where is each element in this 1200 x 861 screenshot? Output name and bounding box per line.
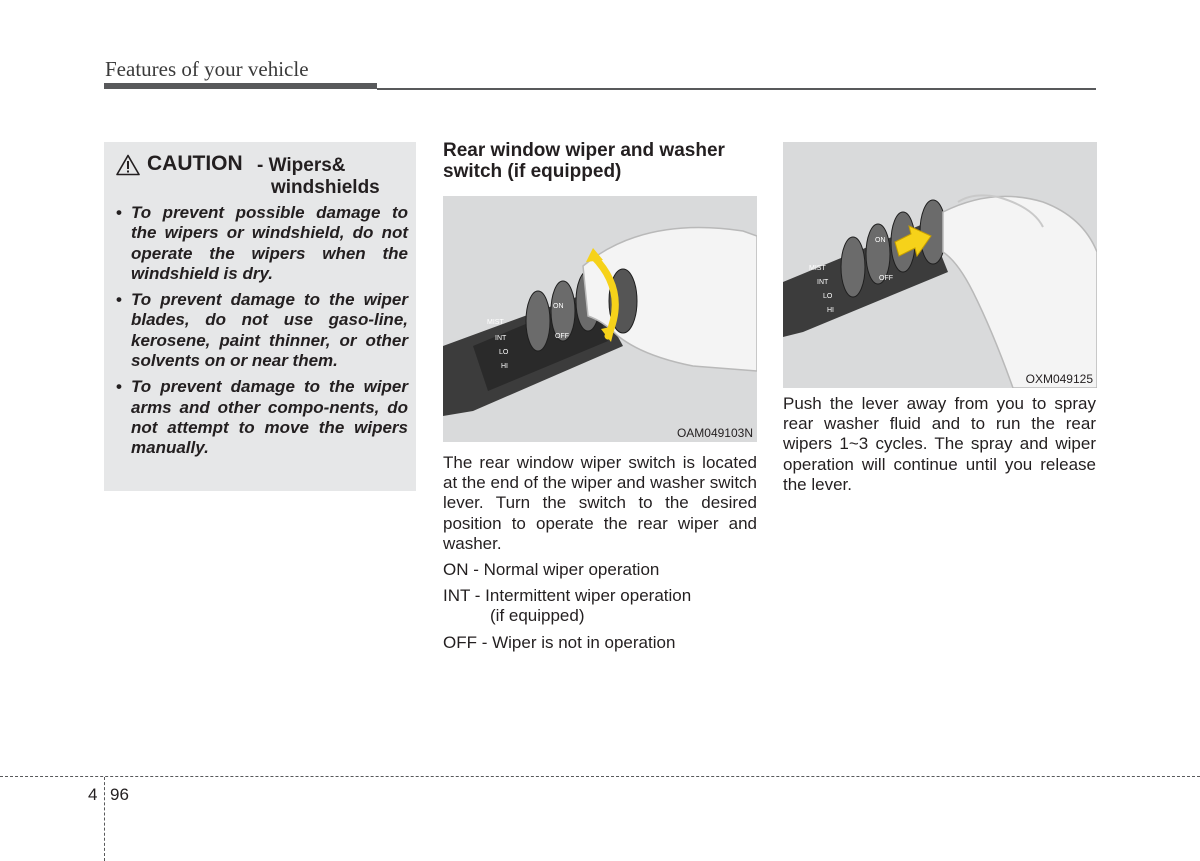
section-title: Rear window wiper and washer switch (if equipped) bbox=[443, 140, 725, 182]
caution-box bbox=[104, 142, 416, 491]
lever-label-lo: LO bbox=[499, 349, 509, 356]
warning-triangle-icon bbox=[116, 154, 140, 176]
header-rule-thick bbox=[104, 83, 377, 89]
figure2-caption: OXM049125 bbox=[1025, 372, 1093, 386]
mode-off-line: OFF - Wiper is not in operation bbox=[443, 633, 676, 652]
lever-label-hi-2: HI bbox=[827, 307, 834, 314]
caution-heading bbox=[116, 152, 406, 198]
figure-wiper-switch-rotate bbox=[443, 196, 757, 442]
caution-label: CAUTION bbox=[147, 152, 243, 175]
page-header-title: Features of your vehicle bbox=[105, 57, 309, 81]
page-number: 96 bbox=[110, 785, 129, 804]
figure1-caption: OAM049103N bbox=[676, 426, 753, 440]
footer-vertical-rule bbox=[104, 777, 105, 861]
lever-label-off-2: OFF bbox=[879, 275, 893, 282]
lever-label-off: OFF bbox=[555, 333, 569, 340]
footer-rule bbox=[0, 776, 1200, 777]
lever-label-hi: HI bbox=[501, 363, 508, 370]
lever-label-lo-2: LO bbox=[823, 293, 833, 300]
caution-list bbox=[116, 203, 408, 465]
lever-label-on: ON bbox=[553, 303, 564, 310]
right-column-paragraph: Push the lever away from you to spray rear washer fluid and to run the rear wipers 1~3 cycles. The spray and wiper operation will continue until you release the lever. bbox=[783, 394, 1096, 494]
figure-wiper-switch-push bbox=[783, 142, 1097, 388]
push-lever-illustration bbox=[783, 142, 1097, 388]
lever-label-int: INT bbox=[495, 335, 507, 342]
caution-item: • To prevent damage to the wiper arms and other compo-nents, do not attempt to move the wipers manually. bbox=[116, 377, 408, 458]
page-chapter-number: 4 bbox=[88, 785, 98, 804]
section-paragraph: The rear window wiper switch is located at the end of the wiper and washer switch lever. Turn the switch to the desired position to operate the rear wiper and washer. bbox=[443, 453, 757, 553]
lever-label-mist-2: MIST bbox=[809, 265, 826, 272]
lever-label-on-2: ON bbox=[875, 237, 886, 244]
lever-label-int-2: INT bbox=[817, 279, 829, 286]
mode-int-note: (if equipped) bbox=[490, 606, 585, 625]
mode-on-line: ON - Normal wiper operation bbox=[443, 560, 660, 579]
header-rule-thin bbox=[377, 88, 1096, 90]
caution-item: • To prevent damage to the wiper blades, do not use gaso-line, kerosene, paint thinner, or other solvents on or near them. bbox=[116, 290, 408, 371]
rotate-lever-illustration bbox=[443, 196, 757, 442]
lever-label-mist: MIST bbox=[487, 319, 504, 326]
caution-subtitle-line1: - Wipers& bbox=[257, 155, 346, 176]
caution-subtitle-line2: windshields bbox=[271, 177, 380, 198]
caution-item: • To prevent possible damage to the wipers or windshield, do not operate the wipers when the windshield is dry. bbox=[116, 203, 408, 284]
mode-int-line: INT - Intermittent wiper operation bbox=[443, 586, 692, 605]
